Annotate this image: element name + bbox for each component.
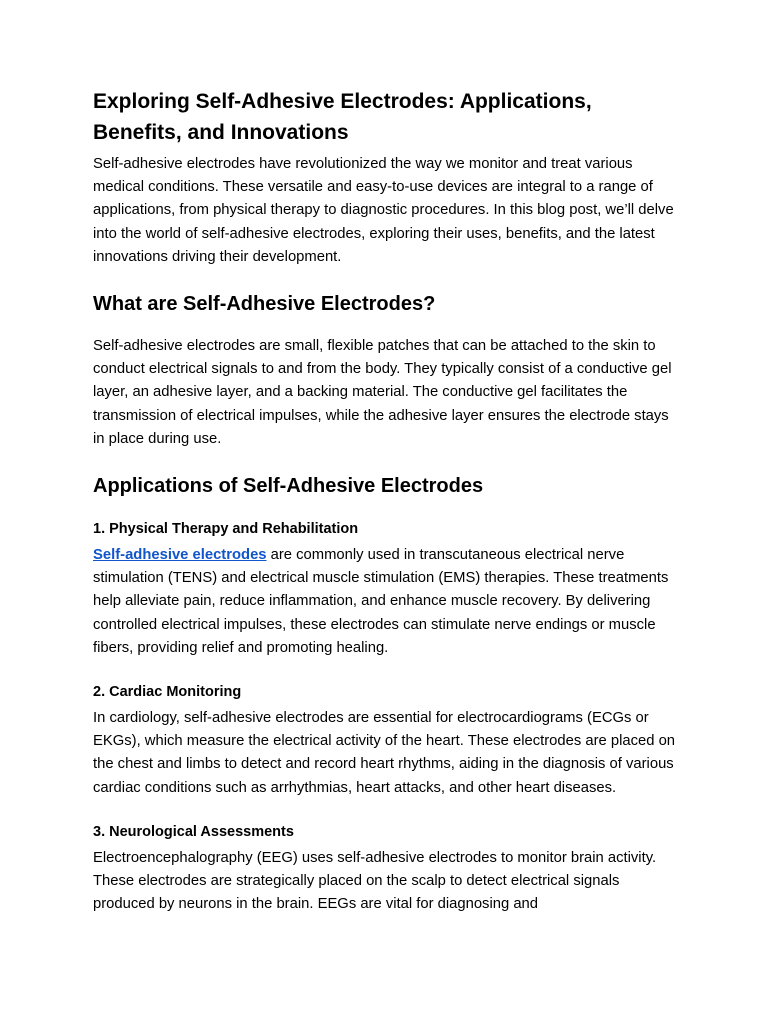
application-paragraph-cardiac: In cardiology, self-adhesive electrodes are essential for electrocardiograms (ECGs or EKGs), which measure the electrical activity of the heart. These electrodes are placed on the chest and limbs to detect and record heart rhythms, aiding in the diagnosis of various cardiac conditions such as arrhythmias, heart attacks, and other heart diseases. xyxy=(93,710,676,796)
page-title: Exploring Self-Adhesive Electrodes: Applications, Benefits, and Innovations xyxy=(93,90,592,144)
what-section-paragraph: Self-adhesive electrodes are small, flexible patches that can be attached to the skin to conduct electrical signals to and from the body. They typically consist of a conductive gel layer, an adhesive layer, and a backing material. The conductive gel facilitates the transmission of electrical impulses, while the adhesive layer ensures the electrode stays in place during use. xyxy=(93,338,672,447)
what-section-heading: What are Self-Adhesive Electrodes? xyxy=(93,293,436,316)
application-paragraph-physical-therapy xyxy=(93,544,676,660)
application-heading-physical-therapy: 1. Physical Therapy and Rehabilitation xyxy=(93,521,359,538)
applications-section-heading: Applications of Self-Adhesive Electrodes xyxy=(93,475,484,498)
self-adhesive-electrodes-link[interactable]: Self-adhesive electrodes xyxy=(93,547,267,564)
application-heading-neurological: 3. Neurological Assessments xyxy=(93,823,294,840)
intro-paragraph: Self-adhesive electrodes have revolutionized the way we monitor and treat various medical conditions. These versatile and easy-to-use devices are integral to a range of applications, from physical therapy to diagnostic procedures. In this blog post, we’ll delve into the world of self-adhesive electrodes, exploring their uses, benefits, and the latest innovations driving their development. xyxy=(93,156,674,265)
application-heading-cardiac: 2. Cardiac Monitoring xyxy=(93,684,242,701)
application-paragraph-neurological: Electroencephalography (EEG) uses self-adhesive electrodes to monitor brain activity. These electrodes are strategically placed on the scalp to detect electrical signals produced by neurons in the brain. EEGs are vital for diagnosing and xyxy=(93,849,657,913)
physical-therapy-body-text: are commonly used in transcutaneous electrical nerve stimulation (TENS) and electrical muscle stimulation (EMS) therapies. These treatments help alleviate pain, reduce inflammation, and enhance muscle recovery. By delivering controlled electrical impulses, these electrodes can stimulate nerve endings or muscle fibers, providing relief and promoting healing. xyxy=(93,547,669,656)
